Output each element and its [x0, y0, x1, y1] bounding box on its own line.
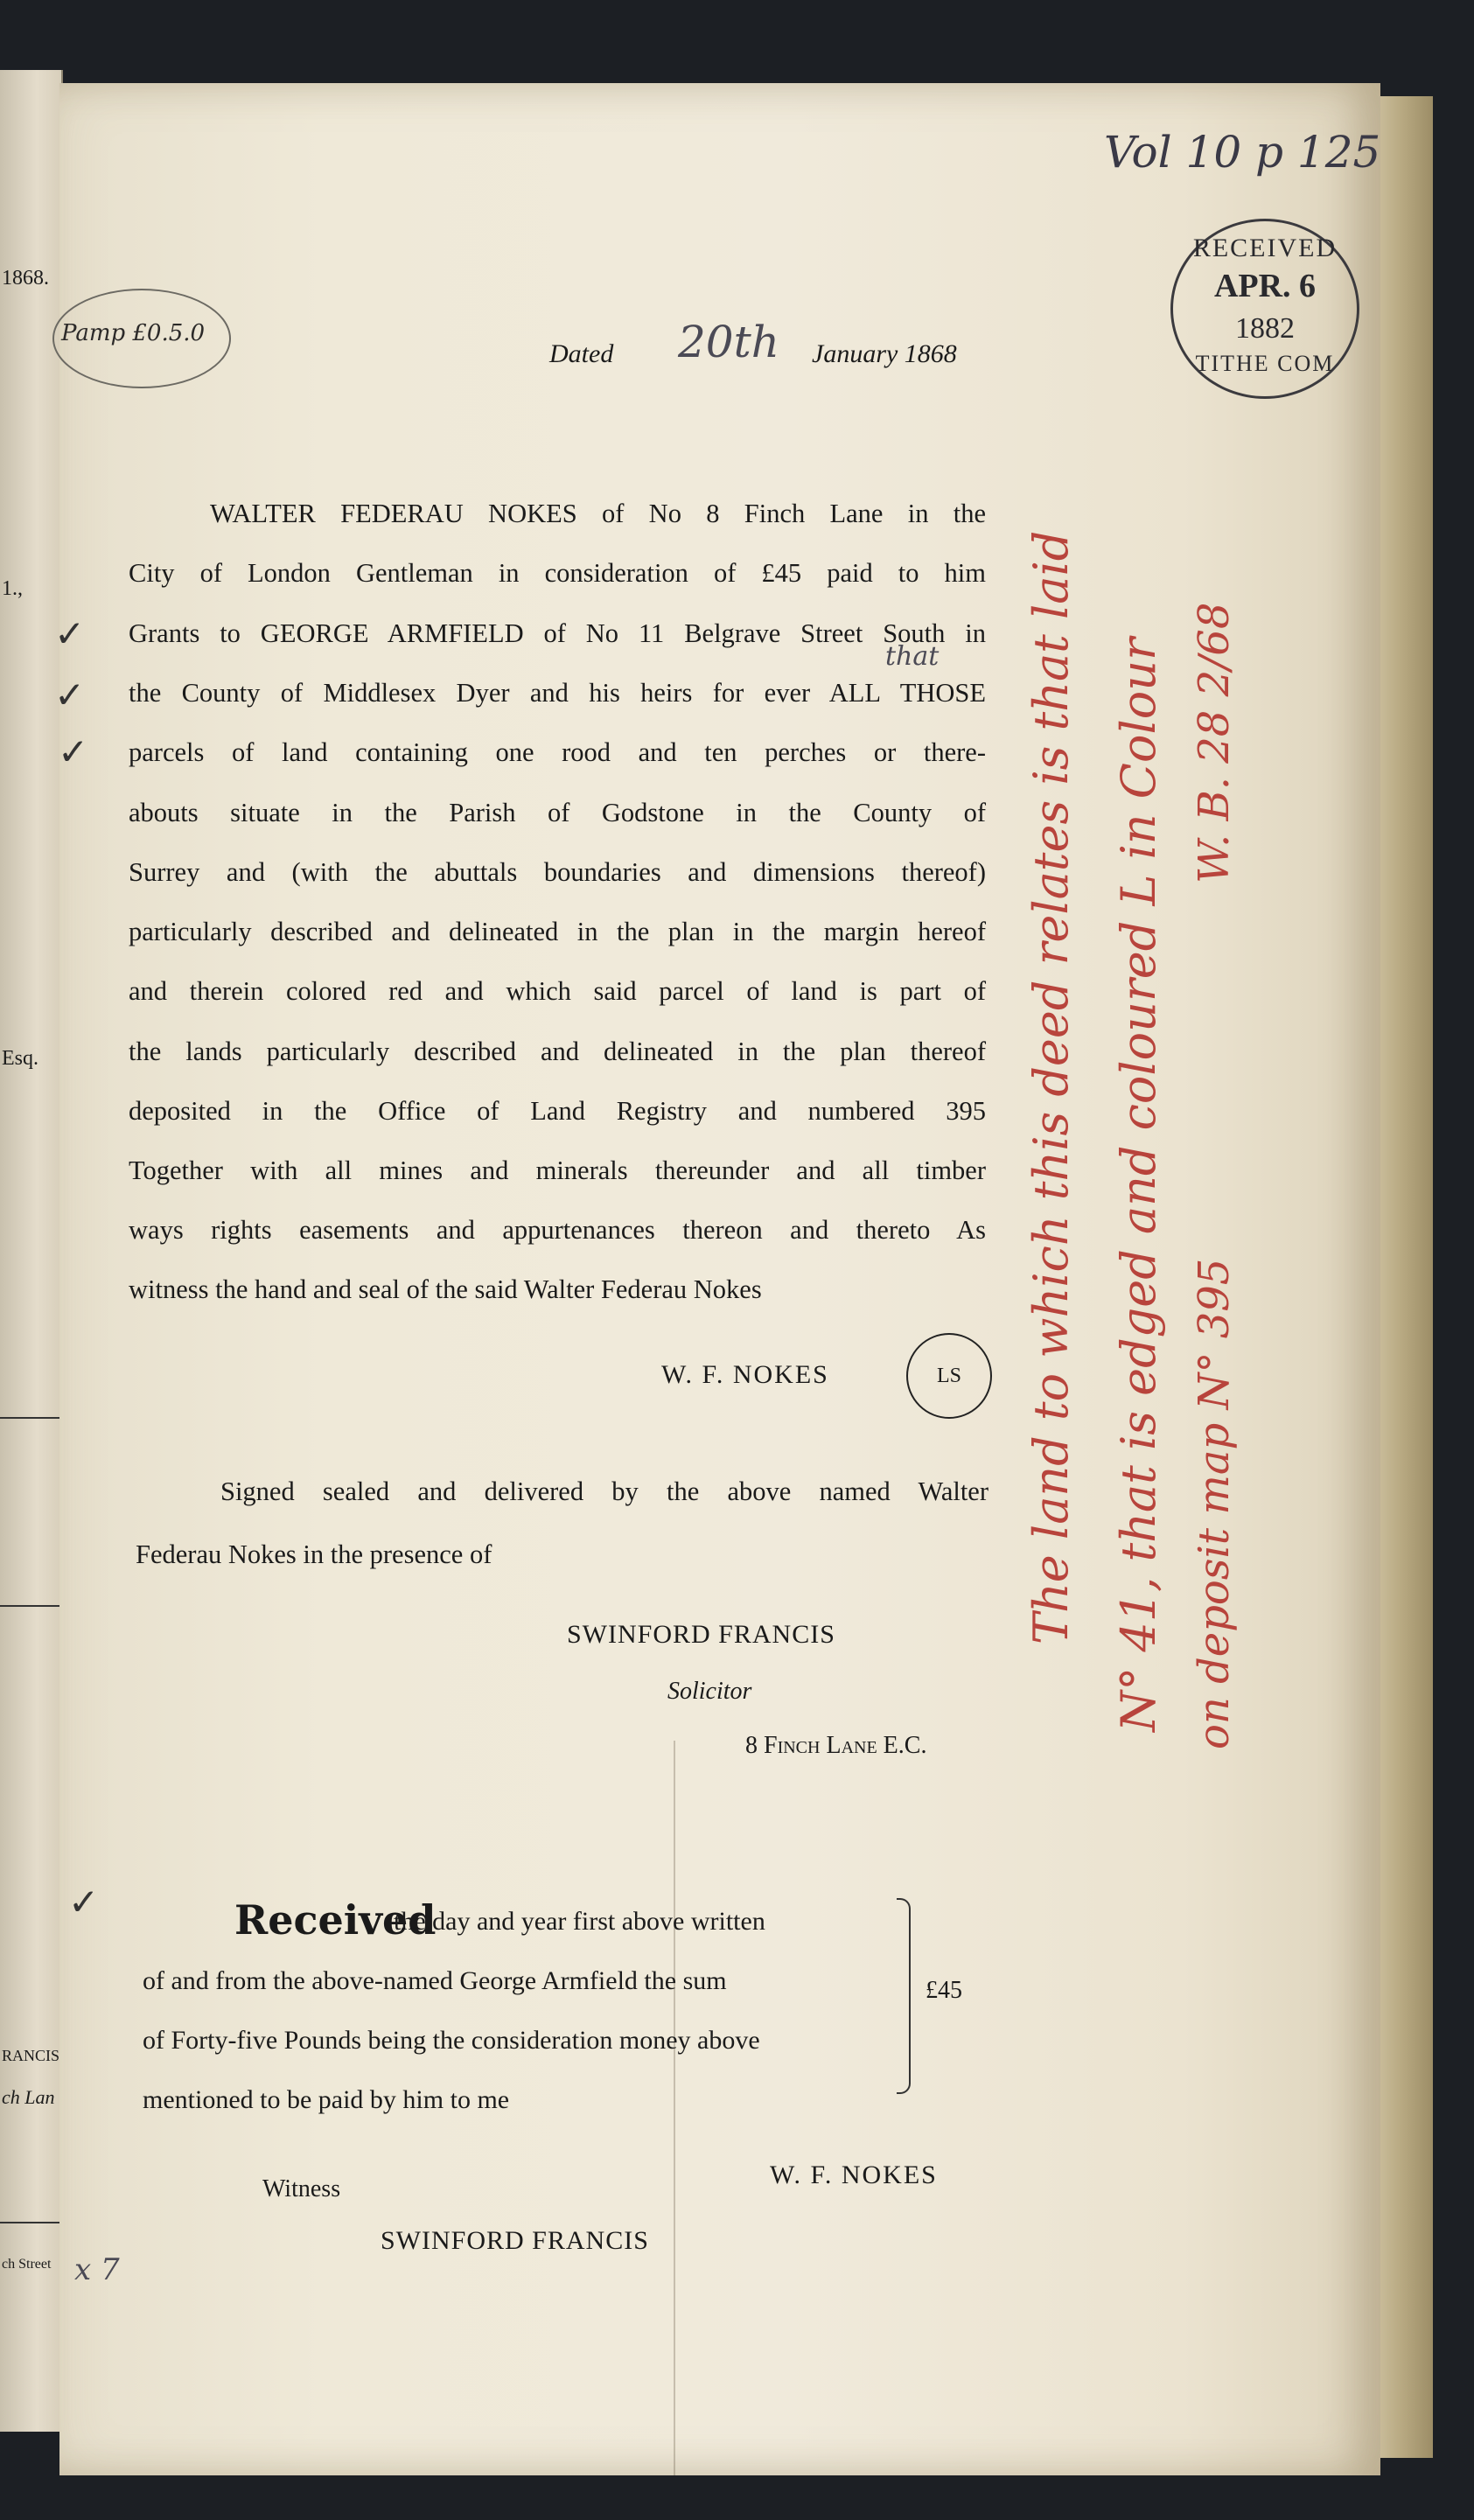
receipt-line: of Forty-five Pounds being the consideration money above	[143, 2026, 760, 2055]
deed-line: Grants to GEORGE ARMFIELD of No 11 Belgrave Street South in	[129, 618, 986, 648]
deed-line: particularly described and delineated in the plan in the margin hereof	[129, 917, 986, 946]
deed-line: Together with all mines and minerals thereunder and all timber	[129, 1155, 986, 1185]
left-fragment-1868: 1868.	[2, 267, 49, 290]
tick-mark: ✓	[54, 674, 86, 716]
attestation-line: Federau Nokes in the presence of	[136, 1539, 492, 1569]
left-rule-3	[0, 2222, 61, 2223]
page-stack-edge	[1380, 96, 1433, 2458]
deed-line: the lands particularly described and delineated in the plan thereof	[129, 1037, 986, 1066]
left-fragment-street: ch Street	[2, 2257, 52, 2272]
deed-line: City of London Gentleman in consideration of £45 paid to him	[129, 558, 986, 588]
witness-address: 8 Finch Lane E.C.	[745, 1732, 927, 1759]
deed-line: deposited in the Office of Land Registry and numbered 395	[129, 1096, 986, 1126]
fold-line	[674, 1741, 675, 2475]
attestation-line: Signed sealed and delivered by the above named Walter	[220, 1476, 988, 1506]
left-page-edge	[0, 70, 63, 2432]
tick-mark: ✓	[54, 612, 86, 655]
deed-line: ways rights easements and appurtenances thereon and thereto As	[129, 1215, 986, 1245]
deed-line: parcels of land containing one rood and ten perches or there-	[129, 737, 986, 767]
red-annotation-right: W. B. 28 2/68	[1190, 602, 1239, 883]
receipt-witness-label: Witness	[262, 2175, 341, 2202]
deed-line: the County of Middlesex Dyer and his heirs for ever ALL THOSE	[129, 678, 986, 708]
left-fragment-lane: ch Lan	[2, 2086, 55, 2108]
duty-stamp-oval	[52, 289, 231, 388]
received-stamp-year: 1882	[1235, 312, 1295, 345]
received-stamp	[1170, 219, 1359, 399]
tick-mark: ✓	[58, 730, 89, 773]
seal-label: LS	[936, 1364, 961, 1387]
receipt-signature: W. F. NOKES	[770, 2160, 938, 2189]
receipt-amount: £45	[926, 1977, 962, 2004]
red-annotation-col2: N° 41, that is edged and coloured L in Colour	[1111, 638, 1166, 1732]
receipt-brace	[897, 1898, 911, 2094]
receipt-witness-name: SWINFORD FRANCIS	[381, 2226, 649, 2255]
witness-title: Solicitor	[667, 1678, 752, 1705]
left-rule-2	[0, 1605, 61, 1607]
receipt-line: of and from the above-named George Armfield the sum	[143, 1966, 727, 1995]
date-month-year: January 1868	[812, 339, 957, 368]
left-rule-1	[0, 1417, 61, 1419]
left-fragment-esq: Esq.	[2, 1047, 38, 1070]
red-annotation-col1: The land to which this deed relates is that laid	[1023, 530, 1079, 1644]
deed-line: abouts situate in the Parish of Godstone in the County of	[129, 798, 986, 827]
deed-line: witness the hand and seal of the said Walter Federau Nokes	[129, 1274, 762, 1304]
deed-line: Surrey and (with the abuttals boundaries and dimensions thereof)	[129, 857, 986, 887]
deed-line: WALTER FEDERAU NOKES of No 8 Finch Lane in the	[210, 499, 986, 528]
seal-circle	[906, 1333, 992, 1419]
received-stamp-label: RECEIVED	[1192, 234, 1338, 262]
witness-name: SWINFORD FRANCIS	[567, 1620, 835, 1649]
insert-word: that	[885, 641, 940, 672]
receipt-line: the day and year first above written	[394, 1907, 765, 1936]
receipt-heading: Received	[234, 1896, 437, 1944]
red-annotation-col3: on deposit map N° 395	[1190, 1258, 1239, 1749]
volume-note: Vol 10 p 125	[1104, 127, 1381, 178]
bottom-mark: x 7	[74, 2252, 120, 2287]
dated-label: Dated	[549, 339, 614, 368]
left-fragment-1: 1.,	[2, 577, 23, 600]
received-stamp-date: APR. 6	[1213, 268, 1317, 304]
tick-mark: ✓	[68, 1881, 100, 1923]
received-stamp-office: TITHE COM	[1195, 351, 1335, 376]
deed-signature: W. F. NOKES	[661, 1360, 829, 1389]
receipt-line: mentioned to be paid by him to me	[143, 2085, 510, 2114]
date-handwritten: 20th	[678, 317, 779, 367]
deed-line: and therein colored red and which said parcel of land is part of	[129, 976, 986, 1006]
left-fragment-rancis: RANCIS	[2, 2047, 60, 2064]
duty-stamp-note: Pamp £0.5.0	[61, 320, 206, 346]
